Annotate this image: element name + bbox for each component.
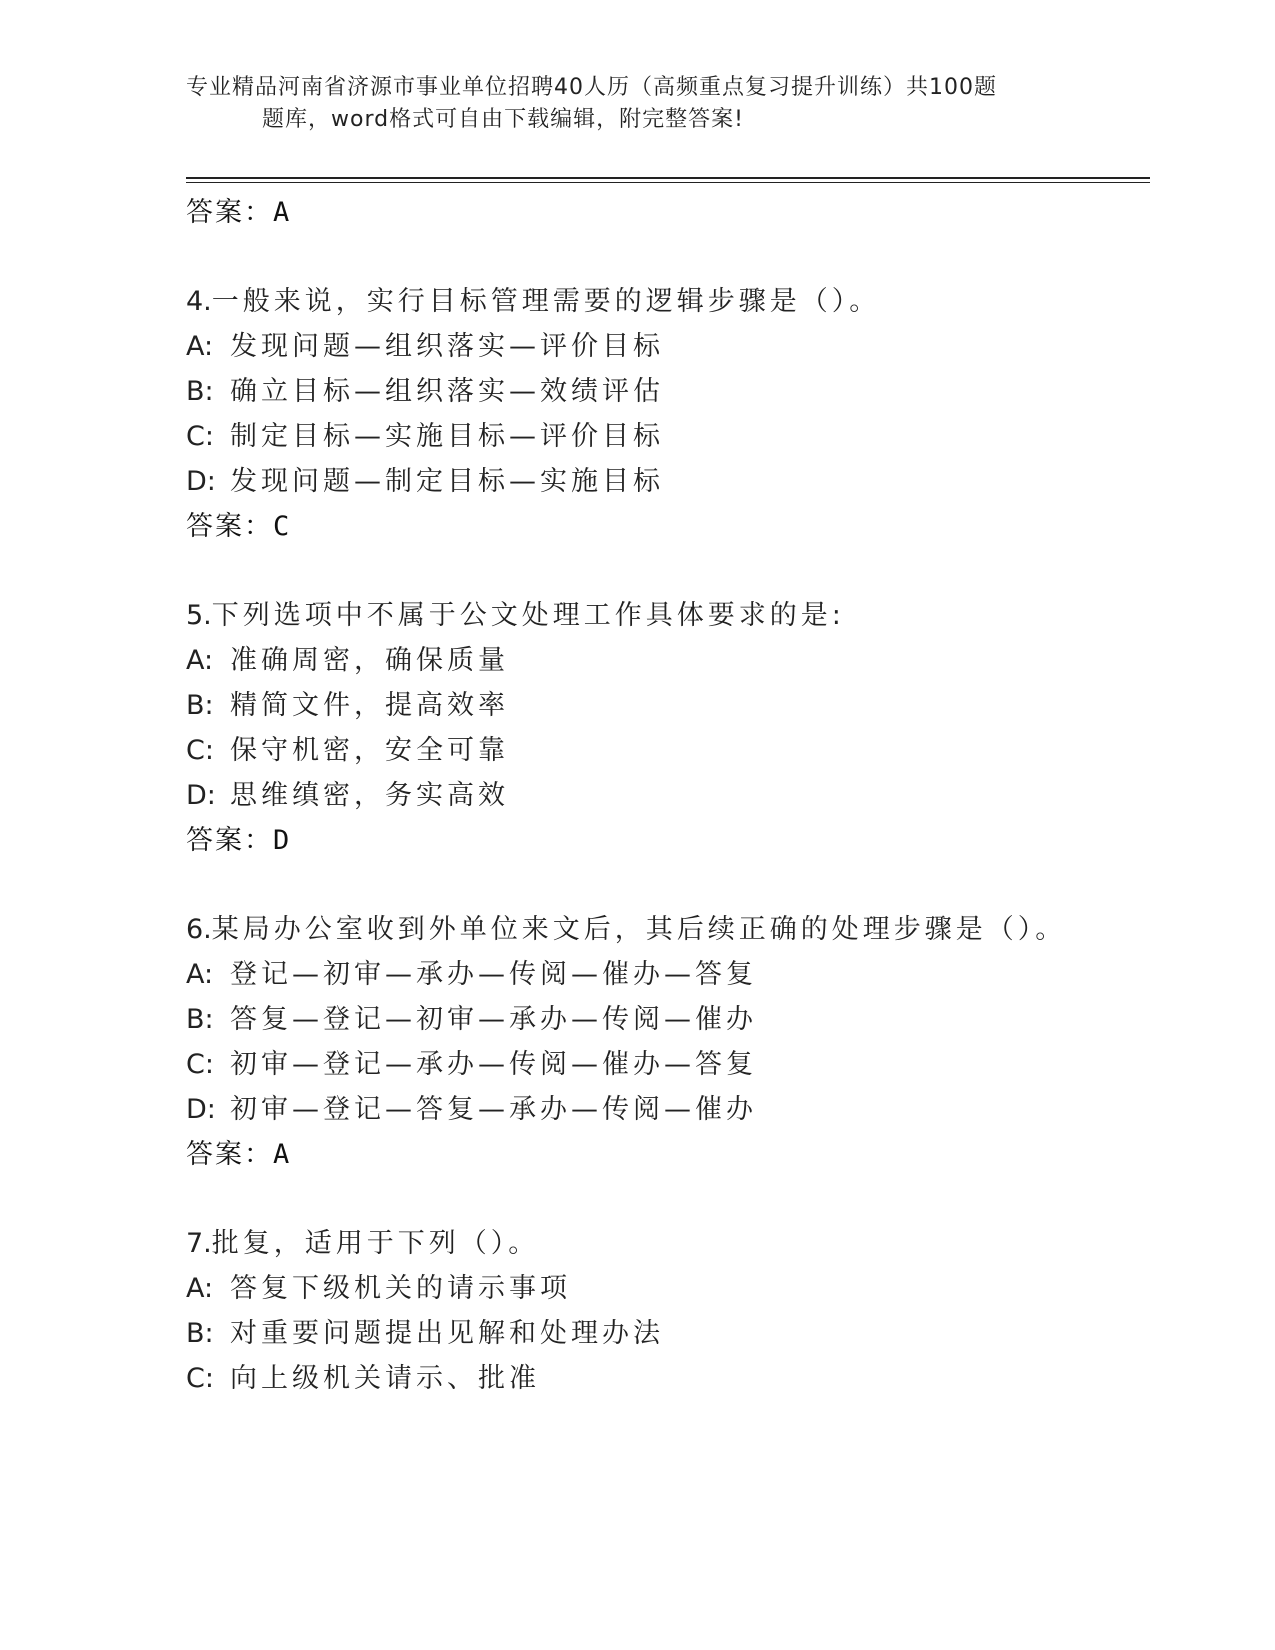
option-letter: C: xyxy=(186,1363,214,1394)
option-letter: C: xyxy=(186,735,214,766)
question-block xyxy=(186,1221,1146,1401)
answer-label: 答案： xyxy=(186,1139,273,1170)
option-b xyxy=(186,369,1146,414)
question-text: 下列选项中不属于公文处理工作具体要求的是: xyxy=(211,600,845,631)
question-number: 6. xyxy=(186,914,212,945)
answer-value: A xyxy=(273,1139,292,1170)
option-b xyxy=(186,1311,1146,1356)
question-text: 一般来说，实行目标管理需要的逻辑步骤是（）。 xyxy=(211,286,881,317)
option-text: 答复—登记—初审—承办—传阅—催办 xyxy=(230,1004,757,1035)
question-stem xyxy=(186,1221,1146,1266)
option-d xyxy=(186,1087,1146,1132)
option-letter: B: xyxy=(186,690,214,721)
option-text: 准确周密，确保质量 xyxy=(230,645,509,676)
answer-line xyxy=(186,190,1146,235)
option-letter: D: xyxy=(186,780,216,811)
option-text: 答复下级机关的请示事项 xyxy=(230,1273,571,1304)
question-stem xyxy=(186,907,1146,952)
answer-value: D xyxy=(273,825,292,856)
option-letter: B: xyxy=(186,376,214,407)
option-text: 发现问题—制定目标—实施目标 xyxy=(230,466,664,497)
option-text: 确立目标—组织落实—效绩评估 xyxy=(230,376,664,407)
document-header xyxy=(186,72,1086,136)
option-a xyxy=(186,638,1146,683)
option-text: 登记—初审—承办—传阅—催办—答复 xyxy=(230,959,757,990)
answer-line xyxy=(186,1132,1146,1177)
answer-label: 答案： xyxy=(186,197,273,228)
question-block xyxy=(186,593,1146,863)
option-c xyxy=(186,414,1146,459)
option-d xyxy=(186,459,1146,504)
answer-label: 答案： xyxy=(186,825,273,856)
question-block xyxy=(186,279,1146,549)
option-text: 初审—登记—承办—传阅—催办—答复 xyxy=(230,1049,757,1080)
question-number: 7. xyxy=(186,1228,212,1259)
option-c xyxy=(186,1042,1146,1087)
option-text: 发现问题—组织落实—评价目标 xyxy=(230,331,664,362)
question-number: 4. xyxy=(186,286,212,317)
option-letter: A: xyxy=(186,331,214,362)
question-stem xyxy=(186,279,1146,324)
header-title-line-1: 专业精品河南省济源市事业单位招聘40人历（高频重点复习提升训练）共100题 xyxy=(186,75,997,100)
question-text: 某局办公室收到外单位来文后，其后续正确的处理步骤是（）。 xyxy=(211,914,1067,945)
option-b xyxy=(186,997,1146,1042)
answer-line xyxy=(186,504,1146,549)
answer-value: A xyxy=(273,197,292,228)
answer-label: 答案： xyxy=(186,511,273,542)
option-b xyxy=(186,683,1146,728)
header-divider-thick xyxy=(186,177,1150,179)
option-d xyxy=(186,773,1146,818)
option-letter: A: xyxy=(186,645,214,676)
option-text: 制定目标—实施目标—评价目标 xyxy=(230,421,664,452)
question-text: 批复，适用于下列（）。 xyxy=(211,1228,540,1259)
question-block xyxy=(186,907,1146,1177)
option-c xyxy=(186,1356,1146,1401)
option-c xyxy=(186,728,1146,773)
option-letter: B: xyxy=(186,1318,214,1349)
question-list xyxy=(186,190,1146,1401)
option-letter: A: xyxy=(186,959,214,990)
option-text: 对重要问题提出见解和处理办法 xyxy=(230,1318,664,1349)
option-letter: D: xyxy=(186,466,216,497)
question-stem xyxy=(186,593,1146,638)
option-a xyxy=(186,952,1146,997)
option-text: 精简文件，提高效率 xyxy=(230,690,509,721)
answer-value: C xyxy=(273,511,292,542)
header-divider-thin xyxy=(186,182,1150,183)
option-letter: C: xyxy=(186,1049,214,1080)
option-letter: B: xyxy=(186,1004,214,1035)
question-number: 5. xyxy=(186,600,212,631)
option-letter: A: xyxy=(186,1273,214,1304)
option-a xyxy=(186,1266,1146,1311)
option-text: 初审—登记—答复—承办—传阅—催办 xyxy=(230,1094,757,1125)
option-letter: D: xyxy=(186,1094,216,1125)
option-a xyxy=(186,324,1146,369)
option-text: 保守机密，安全可靠 xyxy=(230,735,509,766)
header-title-line-2: 题库，word格式可自由下载编辑，附完整答案! xyxy=(262,107,744,132)
option-letter: C: xyxy=(186,421,214,452)
option-text: 思维缜密，务实高效 xyxy=(230,780,509,811)
answer-line xyxy=(186,818,1146,863)
option-text: 向上级机关请示、批准 xyxy=(230,1363,540,1394)
